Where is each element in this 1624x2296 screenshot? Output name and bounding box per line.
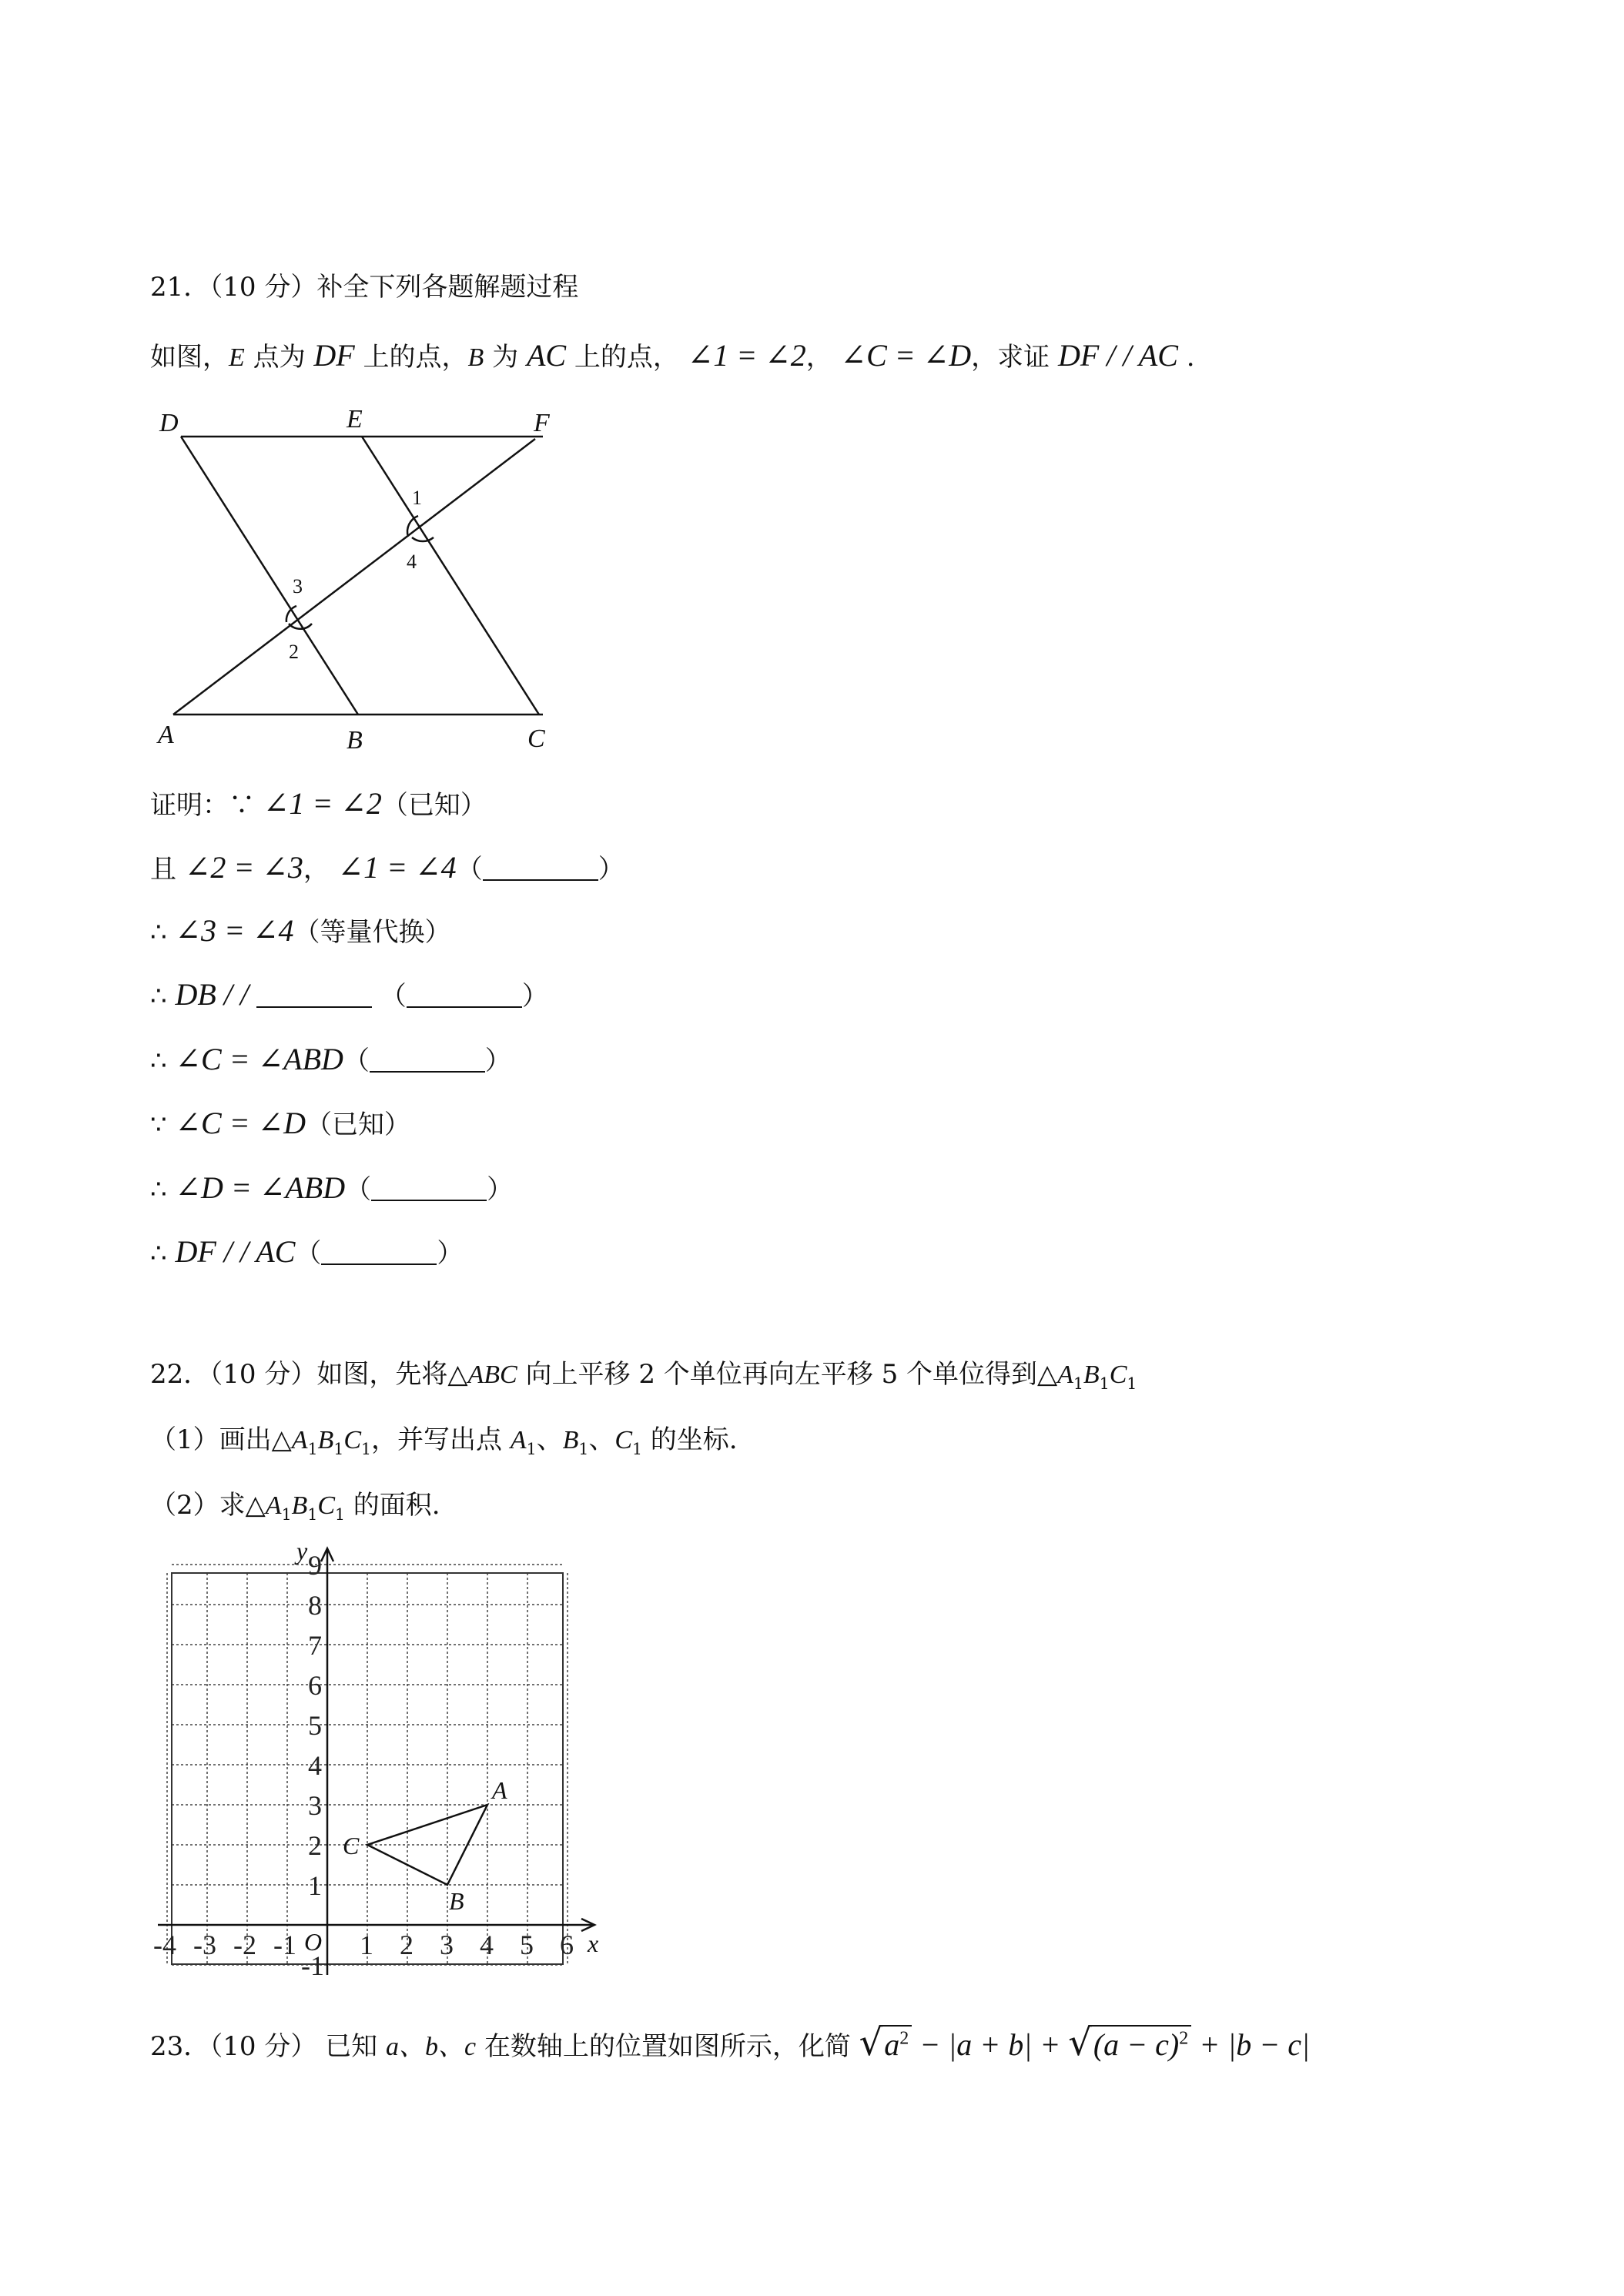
answer-blank[interactable]: [370, 1047, 485, 1073]
arc-1: [407, 516, 418, 537]
q23-text: 23．（10 分） 已知 a、b、c 在数轴上的位置如图所示，化简 $√a^2 - |a + b| + √(a - c)^2 + |b - c|$: [150, 2021, 1310, 2064]
label-F: F: [534, 409, 550, 437]
y-tick-label: 9: [308, 1550, 322, 1581]
proof-line-6: ∵ ∠C = ∠D（已知）: [150, 1106, 411, 1140]
label-angle1: 1: [412, 487, 422, 509]
point-B-label: B: [449, 1887, 464, 1915]
label-angle2: 2: [289, 641, 299, 663]
line-DB: [181, 437, 358, 715]
y-tick-label: 4: [308, 1750, 322, 1781]
q21-figure: [150, 404, 570, 758]
answer-blank[interactable]: [256, 982, 372, 1008]
proof-line-8: ∴ DF / / AC（ ）: [150, 1234, 464, 1269]
x-tick-label: -1: [273, 1930, 296, 1960]
x-tick-label: -4: [153, 1930, 176, 1960]
answer-blank[interactable]: [371, 1176, 487, 1201]
y-tick-label: -1: [301, 1950, 324, 1981]
answer-blank[interactable]: [483, 855, 598, 881]
line-EC: [362, 437, 539, 715]
proof-line-5: ∴ ∠C = ∠ABD（ ）: [150, 1042, 511, 1076]
arc-4: [412, 537, 434, 541]
q22-part1: （1）画出$\triangle A_1B_1C_1$，并写出点 $A_1$、$B_1$、$C_1$ 的坐标.: [150, 1424, 738, 1458]
q22-part2: （2）求$\triangle A_1B_1C_1$ 的面积.: [150, 1490, 440, 1524]
point-C-label: C: [343, 1832, 360, 1859]
y-tick-label: 1: [308, 1870, 322, 1901]
x-tick-label: 4: [480, 1930, 494, 1960]
label-A: A: [158, 721, 174, 749]
x-tick-label: 3: [440, 1930, 454, 1960]
y-tick-label: 7: [308, 1630, 322, 1661]
origin-label: O: [304, 1928, 323, 1956]
coordinate-grid: [150, 1536, 612, 1983]
answer-blank[interactable]: [321, 1240, 437, 1265]
x-tick-label: -2: [233, 1930, 256, 1960]
y-tick-label: 2: [308, 1830, 322, 1861]
q21-intro: 如图，E 点为 DF 上的点，B 为 AC 上的点， ∠1 = ∠2， ∠C = ∠D，求证 DF / / AC .: [150, 338, 1195, 373]
y-tick-label: 6: [308, 1670, 322, 1701]
y-axis-label: y: [296, 1537, 308, 1565]
label-angle3: 3: [293, 575, 303, 597]
y-tick-label: 8: [308, 1590, 322, 1621]
x-tick-label: 6: [560, 1930, 574, 1960]
proof-line-1: 证明：∵ ∠1 = ∠2（已知）: [150, 786, 487, 821]
q21-title: 21．（10 分）补全下列各题解题过程: [150, 272, 579, 303]
label-angle4: 4: [407, 551, 417, 573]
label-E: E: [347, 405, 363, 433]
q22-title: 22．（10 分）如图，先将△ABC 向上平移 2 个单位再向左平移 5 个单位得到$\triangle A_1B_1C_1$: [150, 1359, 1137, 1393]
proof-line-7: ∴ ∠D = ∠ABD（ ）: [150, 1170, 514, 1205]
line-AF: [173, 439, 535, 715]
x-tick-label: 2: [400, 1930, 414, 1960]
label-B: B: [347, 726, 363, 755]
x-tick-label: 5: [520, 1930, 534, 1960]
proof-line-2: 且 ∠2 = ∠3， ∠1 = ∠4（ ）: [150, 850, 624, 885]
proof-line-4: ∴ DB / / （ ）: [150, 977, 548, 1012]
y-tick-label: 3: [308, 1790, 322, 1821]
proof-line-3: ∴ ∠3 = ∠4（等量代换）: [150, 913, 451, 948]
x-tick-label: -3: [193, 1930, 216, 1960]
label-C: C: [527, 725, 545, 753]
label-D: D: [159, 409, 179, 437]
y-tick-label: 5: [308, 1710, 322, 1741]
answer-blank[interactable]: [407, 982, 522, 1008]
point-A-label: A: [492, 1776, 507, 1804]
x-tick-label: 1: [360, 1930, 373, 1960]
x-axis-label: x: [588, 1930, 599, 1957]
